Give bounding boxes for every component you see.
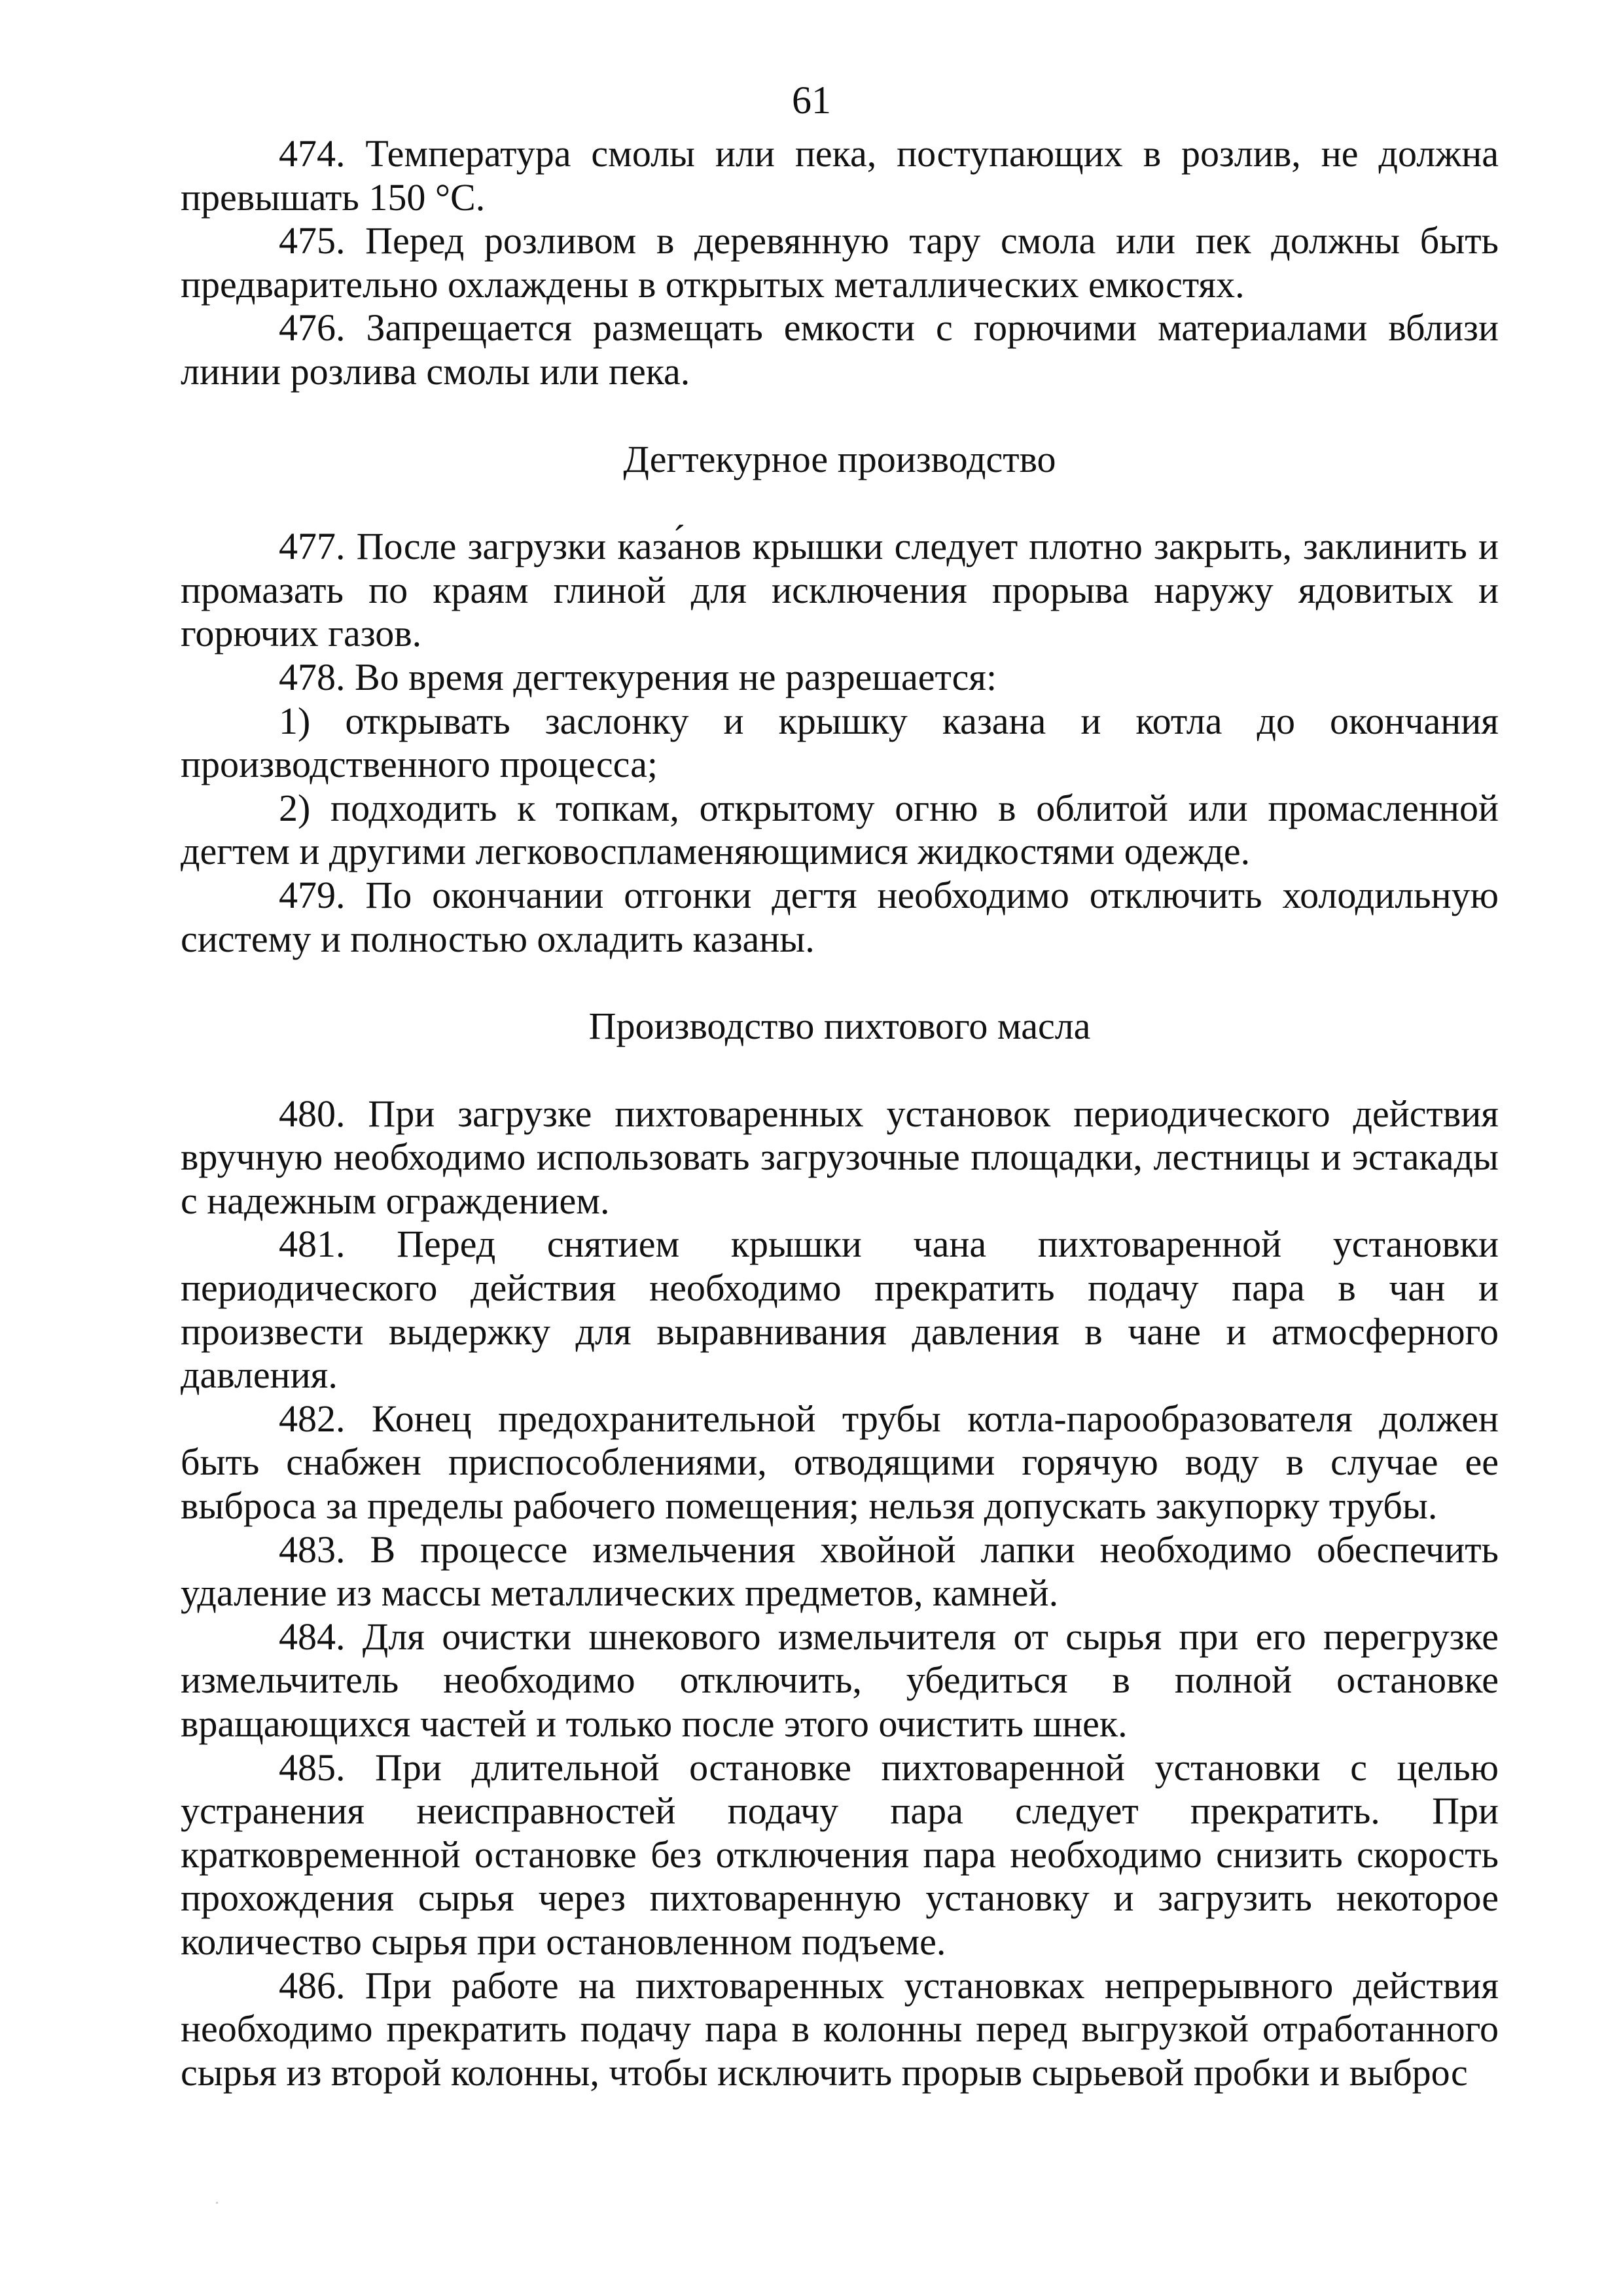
paragraph-481: 481. Перед снятием крышки чана пихтоваренной установки периодического действия необходимо прекратить подачу пара в чан и произвести выдержку для выравнивания давления в чане и атмосферного давления. — [181, 1223, 1499, 1397]
scan-speck — [216, 2202, 218, 2204]
paragraph-484: 484. Для очистки шнекового измельчителя от сырья при его перегрузке измельчитель необходимо отключить, убедиться в полной остановке вращающихся частей и только после этого очистить шнек. — [181, 1615, 1499, 1745]
paragraph-482: 482. Конец предохранительной трубы котла-парообразователя должен быть снабжен приспособлениями, отводящими горячую воду в случае ее выброса за пределы рабочего помещения; нельзя допускать закупорку трубы. — [181, 1397, 1499, 1528]
section-heading-fir-oil-production: Производство пихтового масла — [588, 1005, 1091, 1048]
paragraph-483: 483. В процессе измельчения хвойной лапки необходимо обеспечить удаление из массы металлических предметов, камней. — [181, 1528, 1499, 1615]
paragraph-480: 480. При загрузке пихтоваренных установок периодического действия вручную необходимо использовать загрузочные площадки, лестницы и эстакады с надежным ограждением. — [181, 1092, 1499, 1222]
paragraph-479: 479. По окончании отгонки дегтя необходимо отключить холодильную систему и полностью охладить казаны. — [181, 873, 1499, 960]
paragraph-475: 475. Перед розливом в деревянную тару смола или пек должны быть предварительно охлаждены в открытых металлических емкостях. — [181, 219, 1499, 306]
paragraph-476: 476. Запрещается размещать емкости с горючими материалами вблизи линии розлива смолы или пека. — [181, 306, 1499, 393]
list-item-2: 2) подходить к топкам, открытому огню в облитой или промасленной дегтем и другими легковоспламеняющимися жидкостями одежде. — [181, 786, 1499, 873]
page-number: 61 — [792, 79, 831, 122]
paragraph-474: 474. Температура смолы или пека, поступающих в розлив, не должна превышать 150 °С. — [181, 132, 1499, 219]
paragraph-485: 485. При длительной остановке пихтоваренной установки с целью устранения неисправностей подачу пара следует прекратить. При кратковременной остановке без отключения пара необходимо снизить скорость прохождения сырья через пихтоваренную установку и загрузить некоторое количество сырья при остановленном подъеме. — [181, 1746, 1499, 1963]
document-body — [181, 132, 1499, 2094]
section-heading-tar-production: Дегтекурное производство — [623, 437, 1056, 480]
paragraph-478: 478. Во время дегтекурения не разрешается: — [279, 655, 997, 698]
list-item-1: 1) открывать заслонку и крышку казана и котла до окончания производственного процесса; — [181, 699, 1499, 786]
paragraph-486: 486. При работе на пихтоваренных установках непрерывного действия необходимо прекратить подачу пара в колонны перед выгрузкой отработанного сырья из второй колонны, чтобы исключить прорыв сырьевой пробки и выброс — [181, 1964, 1499, 2094]
paragraph-477: 477. После загрузки каза́нов крышки следует плотно закрыть, заклинить и промазать по краям глиной для исключения прорыва наружу ядовитых и горючих газов. — [181, 525, 1499, 655]
